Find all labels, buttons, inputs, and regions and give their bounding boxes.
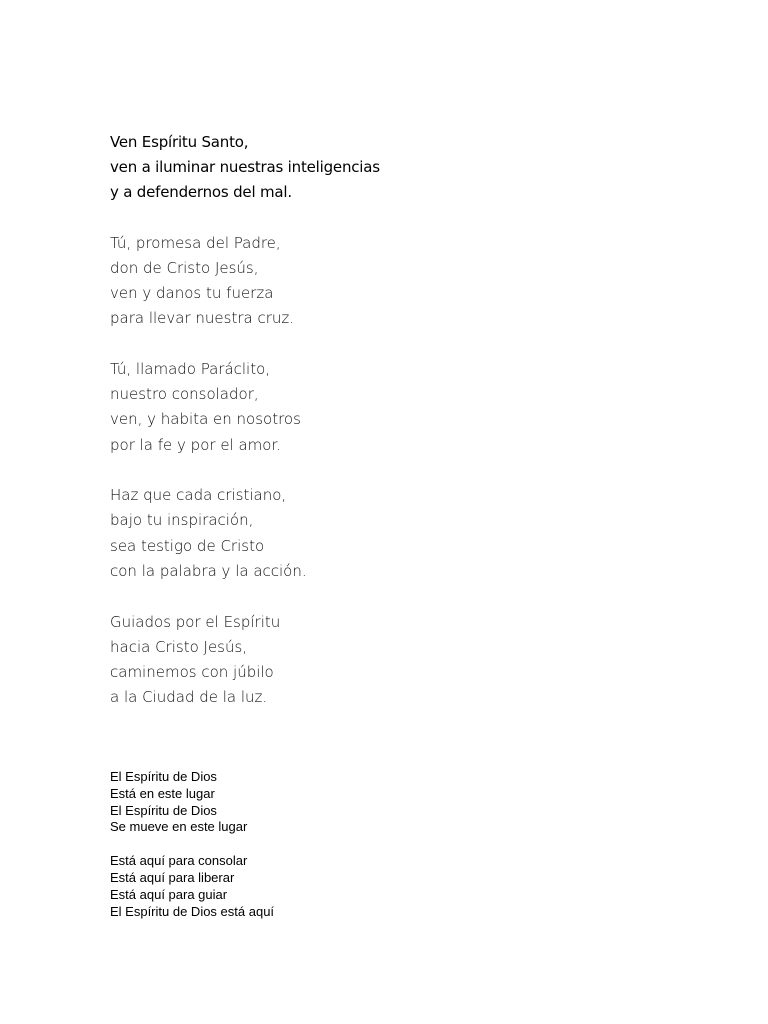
- hymn-stanza-2: [110, 357, 380, 458]
- song-line: El Espíritu de Dios está aquí: [110, 903, 275, 919]
- stanza-line: ven, y habita en nosotros: [110, 410, 301, 429]
- hymn-stanza-3: [110, 483, 380, 584]
- song-line: El Espíritu de Dios: [110, 802, 217, 818]
- song-line: Está aquí para consolar: [110, 853, 248, 869]
- song-verse-2: [110, 853, 274, 920]
- stanza-line: con la palabra y la acción.: [110, 561, 307, 580]
- song-line: Está aquí para guiar: [110, 886, 228, 902]
- song-line: El Espíritu de Dios: [110, 769, 217, 784]
- hymn-stanza-1: [110, 231, 380, 332]
- stanza-line: don de Cristo Jesús,: [110, 258, 259, 277]
- stanza-line: a la Ciudad de la luz.: [110, 688, 268, 707]
- stanza-line: Tú, promesa del Padre,: [110, 233, 281, 252]
- hymn-text: [110, 130, 380, 736]
- stanza-line: bajo tu inspiración,: [110, 511, 254, 530]
- song-line: Está en este lugar: [110, 785, 215, 801]
- stanza-line: ven y danos tu fuerza: [110, 284, 274, 303]
- song-line: Se mueve en este lugar: [110, 819, 248, 835]
- stanza-line: sea testigo de Cristo: [110, 536, 265, 555]
- stanza-line: Haz que cada cristiano,: [110, 486, 287, 505]
- stanza-line: hacia Cristo Jesús,: [110, 637, 248, 656]
- stanza-line: caminemos con júbilo: [110, 662, 274, 681]
- hymn-intro: [110, 130, 380, 206]
- stanza-line: Guiados por el Espíritu: [110, 612, 281, 631]
- hymn-intro-line: ven a iluminar nuestras inteligencias: [110, 158, 380, 177]
- hymn-intro-line: Ven Espíritu Santo,: [110, 133, 249, 151]
- song-text: [110, 769, 274, 937]
- stanza-line: por la fe y por el amor.: [110, 435, 282, 454]
- song-line: Está aquí para liberar: [110, 869, 235, 885]
- song-verse-1: [110, 769, 274, 836]
- hymn-stanza-4: [110, 610, 380, 711]
- stanza-line: Tú, llamado Paráclito,: [110, 359, 271, 378]
- stanza-line: nuestro consolador,: [110, 385, 259, 404]
- hymn-intro-line: y a defendernos del mal.: [110, 183, 292, 202]
- stanza-line: para llevar nuestra cruz.: [110, 309, 295, 328]
